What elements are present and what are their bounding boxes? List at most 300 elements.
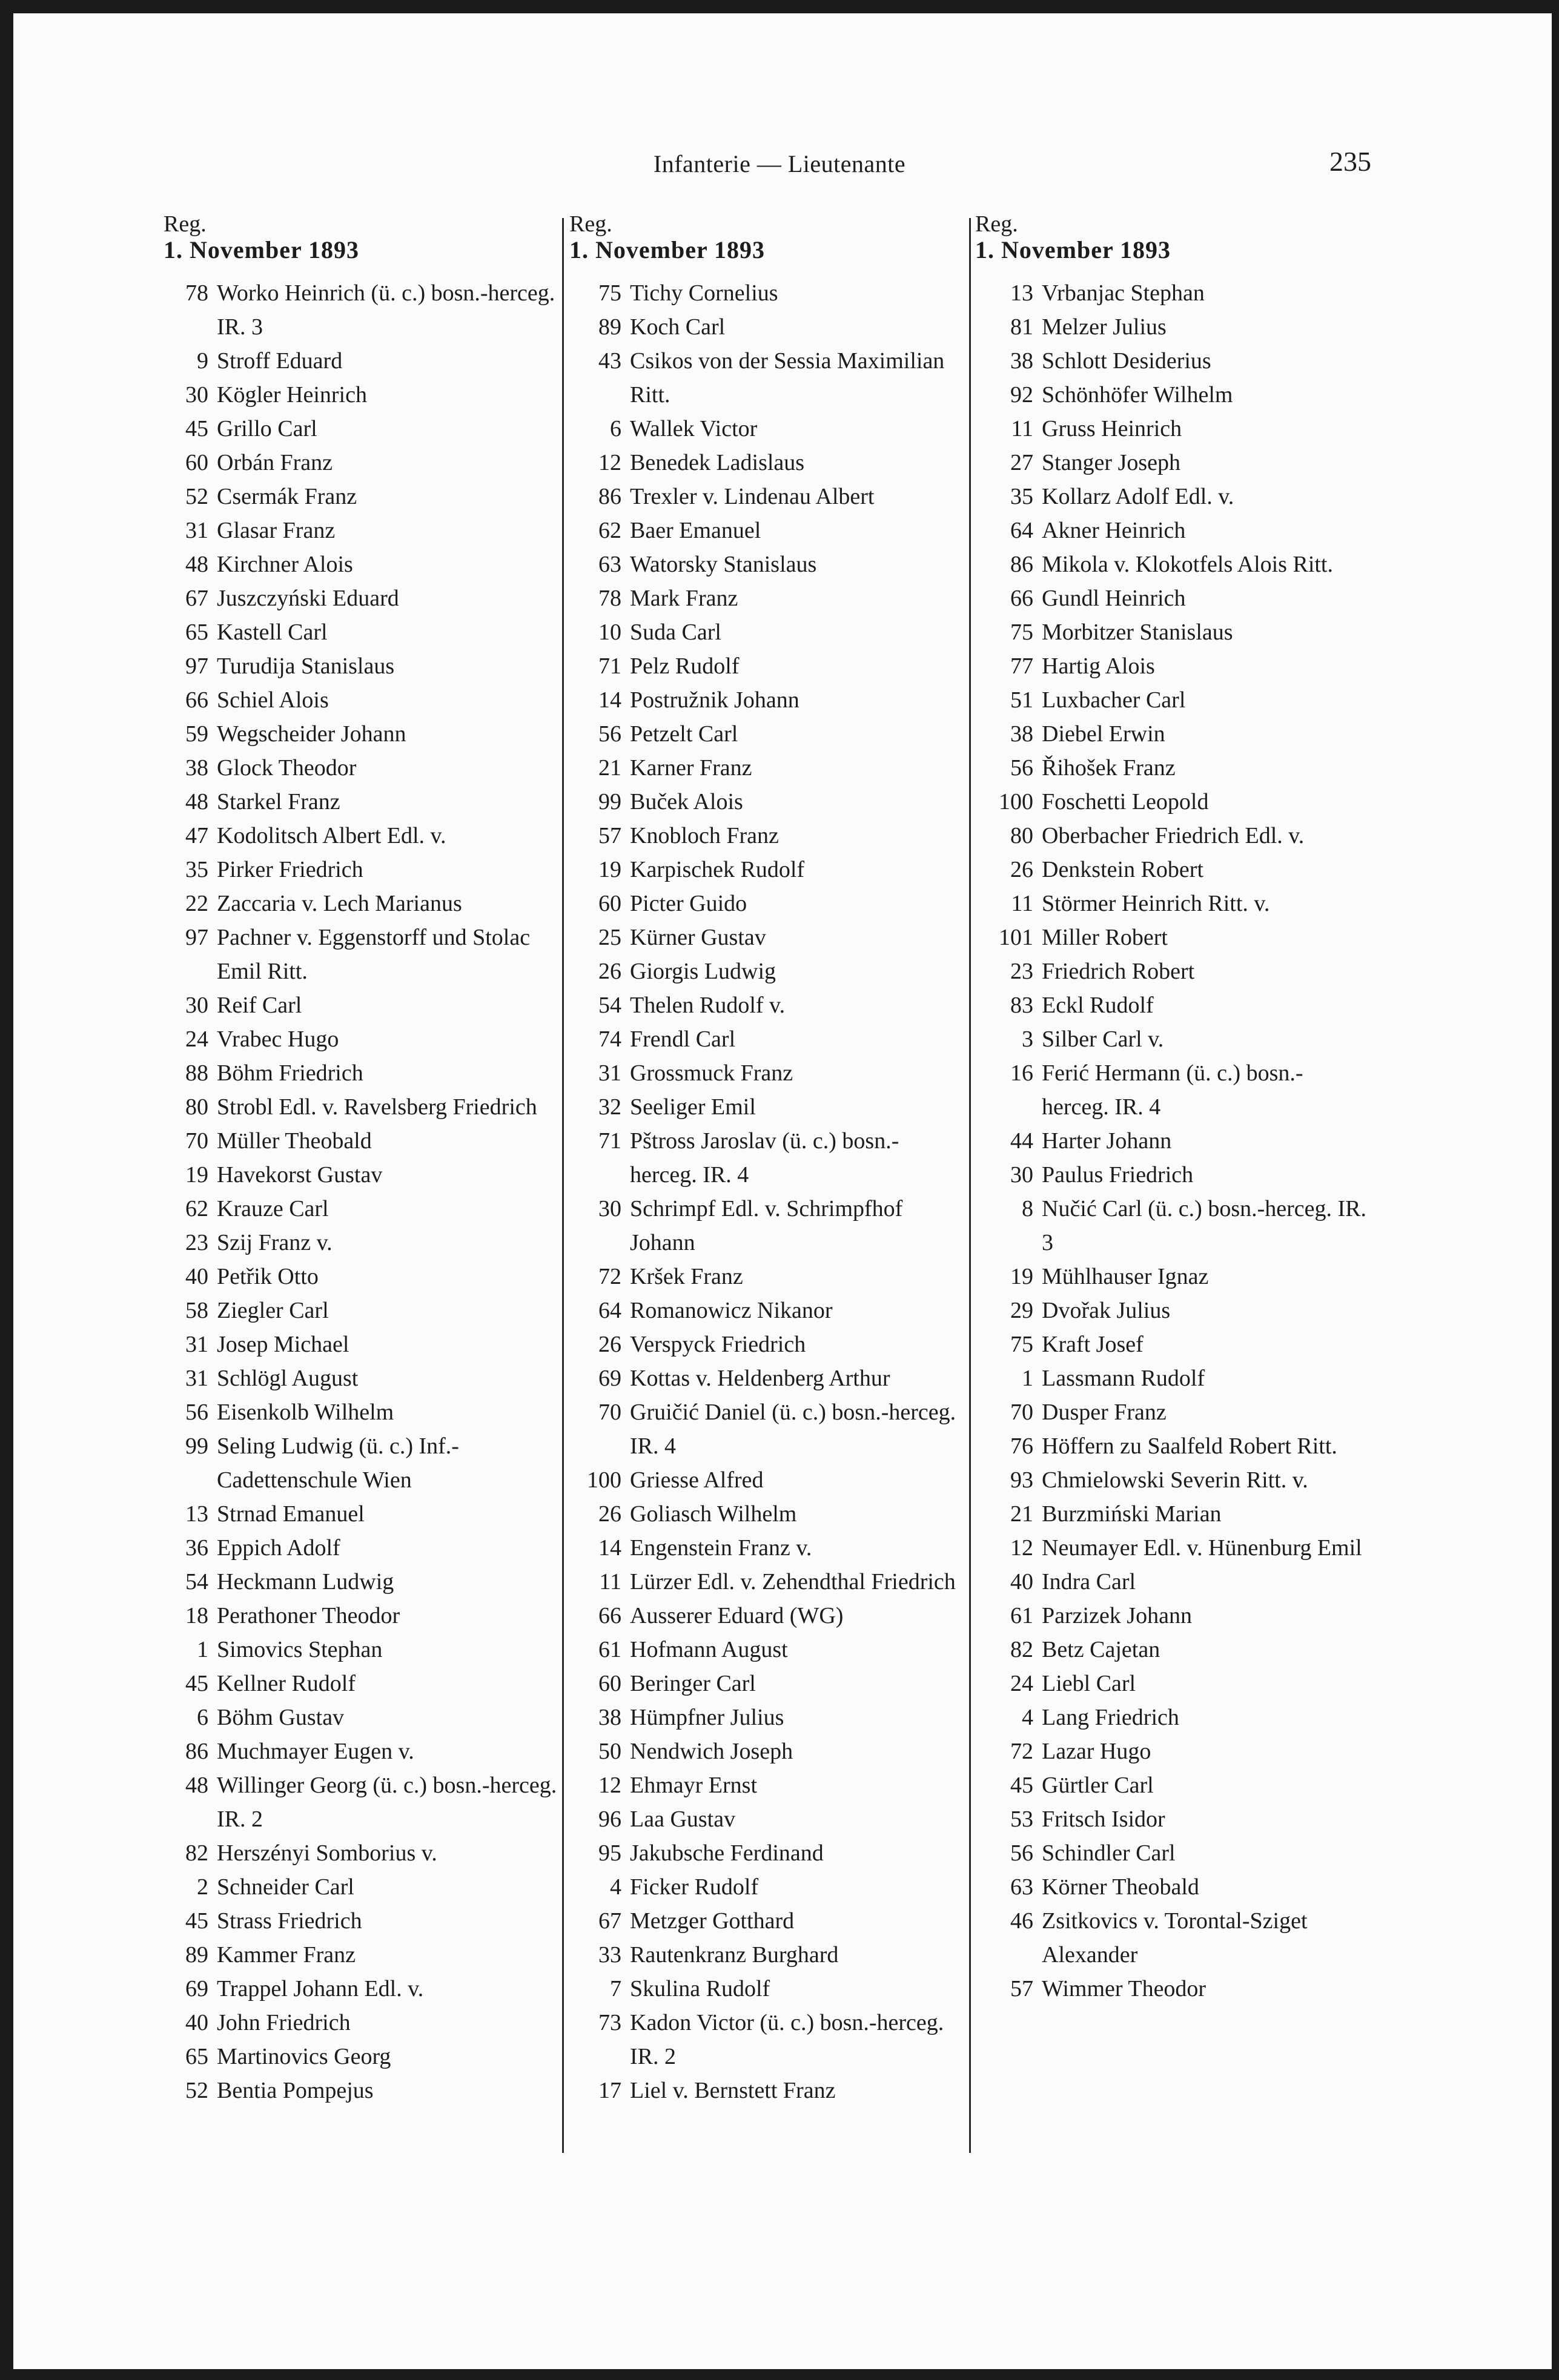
officer-name: Heckmann Ludwig [217, 1569, 394, 1595]
regiment-number: 92 [1010, 382, 1033, 408]
regiment-number: 45 [185, 1908, 208, 1934]
regiment-number: 36 [185, 1535, 208, 1561]
officer-name: Schiel Alois [217, 687, 329, 713]
officer-name: Glock Theodor [217, 755, 357, 781]
officer-name: Verspyck Friedrich [630, 1332, 806, 1357]
officer-name: Buček Alois [630, 789, 743, 815]
list-item [569, 1633, 963, 1667]
list-item [569, 1327, 963, 1361]
officer-name: Indra Carl [1042, 1569, 1136, 1595]
regiment-number: 76 [1010, 1433, 1033, 1459]
regiment-number: 31 [185, 518, 208, 543]
regiment-number: 71 [598, 1128, 621, 1154]
list-item [569, 1802, 963, 1836]
regiment-number: 56 [185, 1400, 208, 1425]
officer-name: Körner Theobald [1042, 1874, 1199, 1900]
officer-name: Strobl Edl. v. Ravelsberg Friedrich [217, 1094, 537, 1120]
regiment-number: 10 [598, 620, 621, 645]
regiment-number: 72 [598, 1264, 621, 1289]
officer-name: Willinger Georg (ü. c.) bosn.-herceg. IR. 2 [217, 1773, 557, 1832]
officer-name: Ausserer Eduard (WG) [630, 1603, 844, 1628]
list-item [975, 276, 1369, 310]
regiment-number: 11 [1011, 891, 1033, 916]
officer-name: Trexler v. Lindenau Albert [630, 484, 875, 509]
officer-name: Gruičić Daniel (ü. c.) bosn.-herceg. IR. 4 [630, 1400, 956, 1459]
column-date: 1. November 1893 [569, 236, 765, 263]
list-item [975, 446, 1369, 480]
list-item [164, 717, 557, 751]
officer-name: Ficker Rudolf [630, 1874, 759, 1900]
regiment-number: 21 [598, 755, 621, 781]
officer-name: Kollarz Adolf Edl. v. [1042, 484, 1234, 509]
regiment-number: 52 [185, 484, 208, 509]
officer-name: Oberbacher Friedrich Edl. v. [1042, 823, 1305, 848]
officer-name: Herszényi Somborius v. [217, 1840, 437, 1866]
list-item [975, 1022, 1369, 1056]
list-item [569, 1361, 963, 1395]
officer-name: Mark Franz [630, 586, 738, 611]
list-item [164, 1599, 557, 1633]
officer-name: Stroff Eduard [217, 348, 343, 374]
officer-name: Simovics Stephan [217, 1637, 383, 1662]
list-item [975, 1056, 1369, 1124]
regiment-number: 27 [1010, 450, 1033, 475]
list-item [164, 1531, 557, 1565]
officer-name: Beringer Carl [630, 1671, 756, 1696]
regiment-number: 100 [587, 1467, 621, 1493]
regiment-number: 45 [185, 416, 208, 441]
regiment-number: 48 [185, 552, 208, 577]
regiment-number: 30 [598, 1196, 621, 1221]
regiment-number: 89 [185, 1942, 208, 1968]
officer-name: Lassmann Rudolf [1042, 1366, 1205, 1391]
officer-name: Rautenkranz Burghard [630, 1942, 839, 1968]
regiment-number: 54 [185, 1569, 208, 1595]
regiment-number: 56 [1010, 1840, 1033, 1866]
regiment-number: 40 [185, 2010, 208, 2035]
list-item [164, 1870, 557, 1904]
list-item [569, 1599, 963, 1633]
list-item [569, 887, 963, 921]
list-item [569, 1090, 963, 1124]
officer-name: Csermák Franz [217, 484, 357, 509]
regiment-number: 93 [1010, 1467, 1033, 1493]
officer-name: Chmielowski Severin Ritt. v. [1042, 1467, 1308, 1493]
regiment-number: 53 [1010, 1806, 1033, 1832]
list-item [975, 1870, 1369, 1904]
regiment-number: 21 [1010, 1501, 1033, 1527]
officer-name: Martinovics Georg [217, 2044, 391, 2069]
list-item [164, 1327, 557, 1361]
officer-name: Josep Michael [217, 1332, 349, 1357]
officer-name: Frendl Carl [630, 1026, 736, 1052]
regiment-number: 19 [185, 1162, 208, 1188]
list-item [975, 1836, 1369, 1870]
list-item [569, 921, 963, 954]
regiment-number: 100 [999, 789, 1033, 815]
list-item [569, 581, 963, 615]
regiment-number: 86 [185, 1739, 208, 1764]
regiment-number: 38 [1010, 348, 1033, 374]
officer-name: Csikos von der Sessia Maximilian Ritt. [630, 348, 945, 408]
list-item [975, 1260, 1369, 1294]
regiment-number: 46 [1010, 1908, 1033, 1934]
officer-name: Schlögl August [217, 1366, 359, 1391]
list-item [569, 1972, 963, 2006]
regiment-number: 80 [185, 1094, 208, 1120]
officer-name: Liebl Carl [1042, 1671, 1136, 1696]
list-item [164, 988, 557, 1022]
regiment-number: 14 [598, 687, 621, 713]
regiment-number: 26 [598, 959, 621, 984]
officer-name: Havekorst Gustav [217, 1162, 383, 1188]
regiment-number: 57 [1010, 1976, 1033, 2002]
regiment-number: 50 [598, 1739, 621, 1764]
officer-name: Worko Heinrich (ü. c.) bosn.-herceg. IR. 3 [217, 280, 555, 340]
officer-name: Schindler Carl [1042, 1840, 1176, 1866]
entry-list [975, 276, 1369, 2006]
regiment-number: 81 [1010, 314, 1033, 340]
regiment-number: 88 [185, 1060, 208, 1086]
list-item [975, 649, 1369, 683]
regiment-number: 45 [1010, 1773, 1033, 1798]
officer-name: Trappel Johann Edl. v. [217, 1976, 424, 2002]
list-item [975, 1972, 1369, 2006]
regiment-number: 61 [1010, 1603, 1033, 1628]
officer-name: Kottas v. Heldenberg Arthur [630, 1366, 890, 1391]
list-item [164, 683, 557, 717]
officer-name: Kögler Heinrich [217, 382, 367, 408]
list-item [569, 1870, 963, 1904]
list-item [975, 1497, 1369, 1531]
officer-name: Lazar Hugo [1042, 1739, 1151, 1764]
officer-name: Skulina Rudolf [630, 1976, 770, 2002]
regiment-number: 19 [1010, 1264, 1033, 1289]
list-item [975, 887, 1369, 921]
list-item [975, 1463, 1369, 1497]
officer-name: Reif Carl [217, 993, 302, 1018]
officer-name: Kadon Victor (ü. c.) bosn.-herceg. IR. 2 [630, 2010, 944, 2069]
regiment-number: 56 [1010, 755, 1033, 781]
regiment-number: 12 [598, 1773, 621, 1798]
officer-name: Ziegler Carl [217, 1298, 329, 1323]
regiment-number: 6 [197, 1705, 208, 1730]
officer-name: Wegscheider Johann [217, 721, 406, 747]
regiment-number: 89 [598, 314, 621, 340]
regiment-number: 69 [185, 1976, 208, 2002]
officer-name: Romanowicz Nikanor [630, 1298, 833, 1323]
column-divider [562, 218, 564, 2153]
list-item [164, 1361, 557, 1395]
list-item [975, 1395, 1369, 1429]
regiment-number: 7 [610, 1976, 621, 2002]
list-item [975, 480, 1369, 514]
regiment-number: 70 [185, 1128, 208, 1154]
list-item [569, 751, 963, 785]
officer-name: Kellner Rudolf [217, 1671, 356, 1696]
regiment-number: 26 [598, 1501, 621, 1527]
regiment-number: 96 [598, 1806, 621, 1832]
regiment-number: 60 [598, 1671, 621, 1696]
list-item [164, 2074, 557, 2107]
entry-list [164, 276, 557, 2107]
regiment-number: 9 [197, 348, 208, 374]
list-item [975, 310, 1369, 344]
list-item [164, 480, 557, 514]
column-date: 1. November 1893 [164, 236, 359, 263]
regiment-number: 71 [598, 653, 621, 679]
list-item [569, 276, 963, 310]
list-item [569, 2074, 963, 2107]
regiment-number: 19 [598, 857, 621, 882]
regiment-number: 99 [598, 789, 621, 815]
officer-name: Petzelt Carl [630, 721, 738, 747]
list-item [164, 1667, 557, 1701]
officer-name: Nendwich Joseph [630, 1739, 793, 1764]
list-item [164, 1158, 557, 1192]
regiment-number: 83 [1010, 993, 1033, 1018]
officer-name: Suda Carl [630, 620, 721, 645]
officer-name: Vrbanjac Stephan [1042, 280, 1205, 306]
list-item [975, 344, 1369, 378]
list-item [569, 1260, 963, 1294]
list-item [164, 1192, 557, 1226]
list-item [164, 547, 557, 581]
regiment-number: 45 [185, 1671, 208, 1696]
officer-name: Wimmer Theodor [1042, 1976, 1206, 2002]
list-item [975, 1904, 1369, 1972]
list-item [975, 1734, 1369, 1768]
officer-name: Schlott Desiderius [1042, 348, 1211, 374]
list-item [164, 446, 557, 480]
officer-name: Benedek Ladislaus [630, 450, 805, 475]
list-item [164, 1701, 557, 1734]
regiment-number: 31 [185, 1366, 208, 1391]
list-item [164, 1124, 557, 1158]
officer-name: Böhm Gustav [217, 1705, 345, 1730]
column-1 [164, 212, 557, 2107]
officer-name: Strass Friedrich [217, 1908, 362, 1934]
list-item [164, 1395, 557, 1429]
officer-name: Watorsky Stanislaus [630, 552, 817, 577]
list-item [975, 954, 1369, 988]
regiment-number: 62 [598, 518, 621, 543]
officer-name: Vrabec Hugo [217, 1026, 339, 1052]
list-item [164, 785, 557, 819]
officer-name: Krauze Carl [217, 1196, 329, 1221]
list-item [975, 1158, 1369, 1192]
list-item [975, 1327, 1369, 1361]
regiment-number: 80 [1010, 823, 1033, 848]
list-item [975, 1599, 1369, 1633]
regiment-number: 97 [185, 925, 208, 950]
officer-name: Mikola v. Klokotfels Alois Ritt. [1042, 552, 1333, 577]
regiment-number: 59 [185, 721, 208, 747]
officer-name: Tichy Cornelius [630, 280, 778, 306]
officer-name: Dusper Franz [1042, 1400, 1167, 1425]
officer-name: Muchmayer Eugen v. [217, 1739, 414, 1764]
officer-name: Böhm Friedrich [217, 1060, 363, 1086]
list-item [164, 1294, 557, 1327]
regiment-number: 26 [1010, 857, 1033, 882]
list-item [164, 1734, 557, 1768]
list-item [164, 751, 557, 785]
list-item [164, 1260, 557, 1294]
list-item [975, 514, 1369, 547]
regiment-number: 82 [185, 1840, 208, 1866]
regiment-number: 31 [185, 1332, 208, 1357]
list-item [975, 1531, 1369, 1565]
list-item [569, 683, 963, 717]
list-item [569, 310, 963, 344]
officer-name: Laa Gustav [630, 1806, 736, 1832]
regiment-number: 66 [185, 687, 208, 713]
regiment-number: 65 [185, 2044, 208, 2069]
regiment-number: 73 [598, 2010, 621, 2035]
list-item [569, 412, 963, 446]
regiment-number: 60 [598, 891, 621, 916]
regiment-number: 12 [1010, 1535, 1033, 1561]
list-item [569, 988, 963, 1022]
list-item [164, 412, 557, 446]
officer-name: Gundl Heinrich [1042, 586, 1186, 611]
regiment-number: 63 [598, 552, 621, 577]
officer-name: Schönhöfer Wilhelm [1042, 382, 1233, 408]
officer-name: Karner Franz [630, 755, 752, 781]
regiment-number: 70 [598, 1400, 621, 1425]
officer-name: Dvořak Julius [1042, 1298, 1171, 1323]
column-date: 1. November 1893 [975, 236, 1171, 263]
regiment-number: 11 [1011, 416, 1033, 441]
list-item [164, 1938, 557, 1972]
officer-name: Juszczyński Eduard [217, 586, 399, 611]
officer-name: Morbitzer Stanislaus [1042, 620, 1233, 645]
regiment-number: 95 [598, 1840, 621, 1866]
regiment-number: 40 [185, 1264, 208, 1289]
reg-label: Reg. [975, 211, 1018, 237]
officer-name: Foschetti Leopold [1042, 789, 1209, 815]
officer-name: Bentia Pompejus [217, 2078, 374, 2103]
regiment-number: 22 [185, 891, 208, 916]
officer-name: Mühlhauser Ignaz [1042, 1264, 1209, 1289]
officer-name: Liel v. Bernstett Franz [630, 2078, 836, 2103]
regiment-number: 78 [598, 586, 621, 611]
officer-name: Eisenkolb Wilhelm [217, 1400, 394, 1425]
list-item [975, 1361, 1369, 1395]
officer-name: Pirker Friedrich [217, 857, 363, 882]
list-item [569, 954, 963, 988]
regiment-number: 75 [1010, 1332, 1033, 1357]
list-item [164, 1836, 557, 1870]
regiment-number: 38 [598, 1705, 621, 1730]
officer-name: Luxbacher Carl [1042, 687, 1186, 713]
officer-name: Strnad Emanuel [217, 1501, 365, 1527]
list-item [164, 2040, 557, 2074]
entry-list [569, 276, 963, 2107]
officer-name: Metzger Gotthard [630, 1908, 795, 1934]
officer-name: Seling Ludwig (ü. c.) Inf.-Cadettenschule Wien [217, 1433, 459, 1493]
list-item [975, 751, 1369, 785]
regiment-number: 6 [610, 416, 621, 441]
officer-name: Hartig Alois [1042, 653, 1155, 679]
officer-name: Parzizek Johann [1042, 1603, 1192, 1628]
regiment-number: 14 [598, 1535, 621, 1561]
list-item [975, 1294, 1369, 1327]
regiment-number: 48 [185, 789, 208, 815]
list-item [975, 1667, 1369, 1701]
list-item [569, 717, 963, 751]
officer-name: Fritsch Isidor [1042, 1806, 1165, 1832]
list-item [975, 378, 1369, 412]
officer-name: Orbán Franz [217, 450, 333, 475]
regiment-number: 78 [185, 280, 208, 306]
list-item [975, 1802, 1369, 1836]
officer-name: Knobloch Franz [630, 823, 779, 848]
officer-name: Zsitkovics v. Torontal-Sziget Alexander [1042, 1908, 1308, 1968]
list-item [975, 1701, 1369, 1734]
list-item [569, 547, 963, 581]
column-3 [975, 212, 1369, 2006]
list-item [164, 1226, 557, 1260]
list-item [569, 1294, 963, 1327]
regiment-number: 60 [185, 450, 208, 475]
list-item [164, 1022, 557, 1056]
regiment-number: 86 [598, 484, 621, 509]
list-item [164, 581, 557, 615]
officer-name: Nučić Carl (ü. c.) bosn.-herceg. IR. 3 [1042, 1196, 1367, 1255]
regiment-number: 30 [185, 382, 208, 408]
list-item [975, 615, 1369, 649]
regiment-number: 74 [598, 1026, 621, 1052]
officer-name: Karpischek Rudolf [630, 857, 805, 882]
regiment-number: 48 [185, 1773, 208, 1798]
regiment-number: 97 [185, 653, 208, 679]
regiment-number: 44 [1010, 1128, 1033, 1154]
officer-name: Diebel Erwin [1042, 721, 1165, 747]
list-item [164, 378, 557, 412]
officer-name: Thelen Rudolf v. [630, 993, 786, 1018]
officer-name: Jakubsche Ferdinand [630, 1840, 824, 1866]
list-item [569, 1768, 963, 1802]
regiment-number: 13 [1010, 280, 1033, 306]
officer-name: Griesse Alfred [630, 1467, 764, 1493]
list-item [975, 988, 1369, 1022]
regiment-number: 11 [599, 1569, 621, 1595]
list-item [164, 819, 557, 853]
officer-name: Melzer Julius [1042, 314, 1167, 340]
officer-name: Ehmayr Ernst [630, 1773, 758, 1798]
regiment-number: 62 [185, 1196, 208, 1221]
officer-name: Hofmann August [630, 1637, 788, 1662]
officer-name: Giorgis Ludwig [630, 959, 776, 984]
reg-label: Reg. [569, 211, 612, 237]
officer-name: Petřik Otto [217, 1264, 319, 1289]
list-item [975, 683, 1369, 717]
regiment-number: 43 [598, 348, 621, 374]
officer-name: Kraft Josef [1042, 1332, 1144, 1357]
list-item [569, 1701, 963, 1734]
list-item [569, 1192, 963, 1260]
regiment-number: 33 [598, 1942, 621, 1968]
officer-name: Gruss Heinrich [1042, 416, 1182, 441]
list-item [975, 547, 1369, 581]
regiment-number: 32 [598, 1094, 621, 1120]
regiment-number: 101 [999, 925, 1033, 950]
regiment-number: 1 [1022, 1366, 1033, 1391]
officer-name: Kodolitsch Albert Edl. v. [217, 823, 446, 848]
regiment-number: 35 [185, 857, 208, 882]
list-item [569, 1734, 963, 1768]
